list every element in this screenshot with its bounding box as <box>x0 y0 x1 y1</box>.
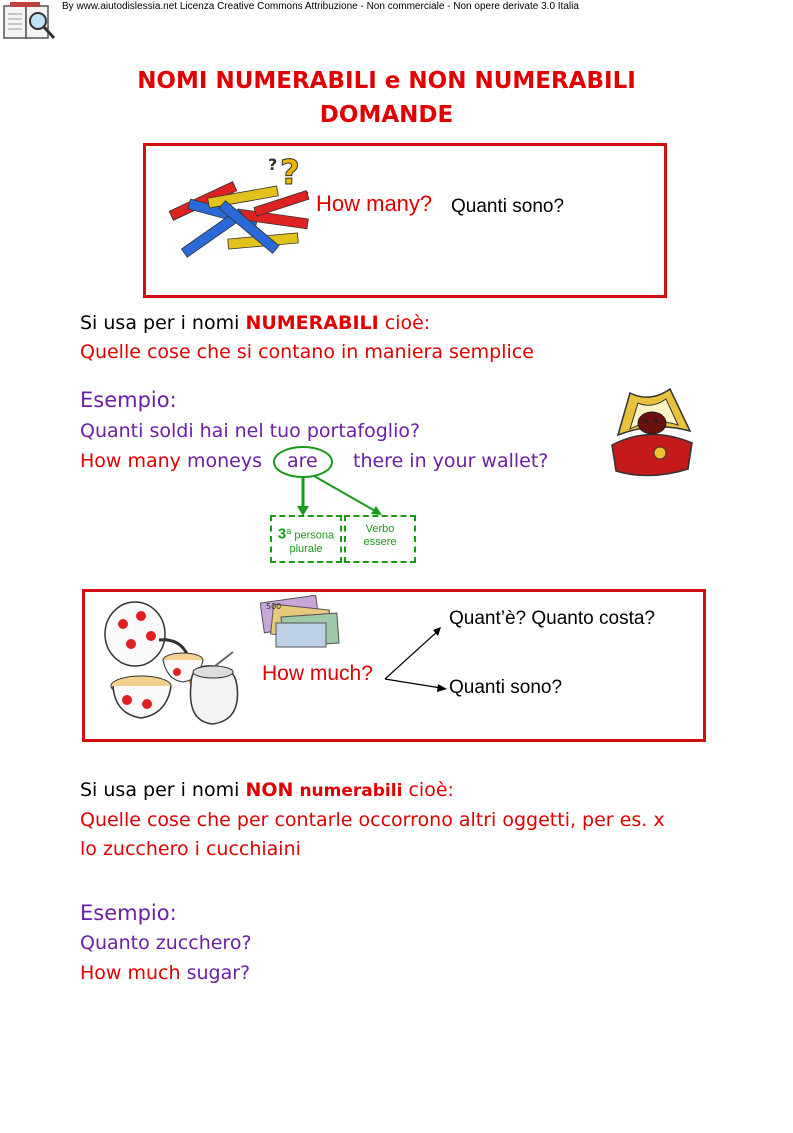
how-much-answer-2: Quanti sono? <box>449 677 563 698</box>
rule-prefix: Si usa per i nomi <box>80 312 240 334</box>
euro-banknotes-image <box>260 595 342 651</box>
example-italian-1: Quanti soldi hai nel tuo portafoglio? <box>80 420 421 442</box>
verb-annotation-arrows <box>260 446 420 516</box>
example-verb-are: are <box>287 450 318 472</box>
annotation-third-sup: a <box>286 526 292 536</box>
example-sugar: sugar? <box>186 962 251 984</box>
how-much-arrows <box>381 622 451 692</box>
annotation-verb-essere <box>344 515 416 563</box>
example-italian-2: Quanto zucchero? <box>80 932 252 954</box>
how-many-label: How many? <box>316 191 433 216</box>
explanation-non-numerabili-2: lo zucchero i cucchiaini <box>80 838 301 860</box>
annotation-essere: essere <box>363 536 397 548</box>
rule-keyword: NUMERABILI <box>245 312 379 334</box>
book-magnifier-icon <box>2 0 58 44</box>
svg-text:500: 500 <box>266 602 282 611</box>
how-much-box <box>82 589 706 742</box>
example-moneys: moneys <box>186 450 262 472</box>
example-english-2 <box>80 962 250 984</box>
how-many-box <box>143 143 667 298</box>
annotation-persona: persona <box>294 529 335 542</box>
example-english-end: there in your wallet? <box>353 450 549 472</box>
annotation-verbo: Verbo <box>365 523 395 535</box>
annotation-third-num: 3 <box>277 525 287 543</box>
annotation-third-person <box>270 515 342 563</box>
wallet-image <box>600 385 700 481</box>
rule-suffix: cioè: <box>384 312 431 334</box>
rule-non-numerabili <box>80 779 454 801</box>
license-text: By www.aiutodislessia.net Licenza Creative Commons Attribuzione - Non commerciale - Non opere derivate 3.0 Italia <box>62 1 579 12</box>
page-title-line1: NOMI NUMERABILI e NON NUMERABILI <box>137 68 636 94</box>
teapot-sugar-image <box>95 594 250 742</box>
svg-text:?: ? <box>268 155 278 174</box>
clothespins-image <box>158 148 318 268</box>
rule2-keyword-non: NON <box>245 779 294 801</box>
page-title-line2: DOMANDE <box>319 102 454 128</box>
example-how-many: How many <box>80 450 181 472</box>
rule-numerabili <box>80 312 430 334</box>
annotation-plurale: plurale <box>289 542 323 555</box>
rule2-keyword-numerabili: numerabili <box>299 781 403 801</box>
rule2-suffix: cioè: <box>408 779 454 801</box>
how-many-meaning: Quanti sono? <box>451 196 565 217</box>
how-much-label: How much? <box>262 662 373 685</box>
example-label-2: Esempio: <box>80 901 177 925</box>
explanation-numerabili: Quelle cose che si contano in maniera semplice <box>80 341 534 363</box>
example-english-1 <box>80 450 262 472</box>
site-logo <box>2 0 58 44</box>
rule2-prefix: Si usa per i nomi <box>80 779 240 801</box>
example-how-much: How much <box>80 962 181 984</box>
svg-text:?: ? <box>280 153 300 193</box>
explanation-non-numerabili-1: Quelle cose che per contarle occorrono altri oggetti, per es. x <box>80 809 665 831</box>
example-label-1: Esempio: <box>80 388 177 412</box>
how-much-answer-1: Quant’è? Quanto costa? <box>449 608 655 629</box>
